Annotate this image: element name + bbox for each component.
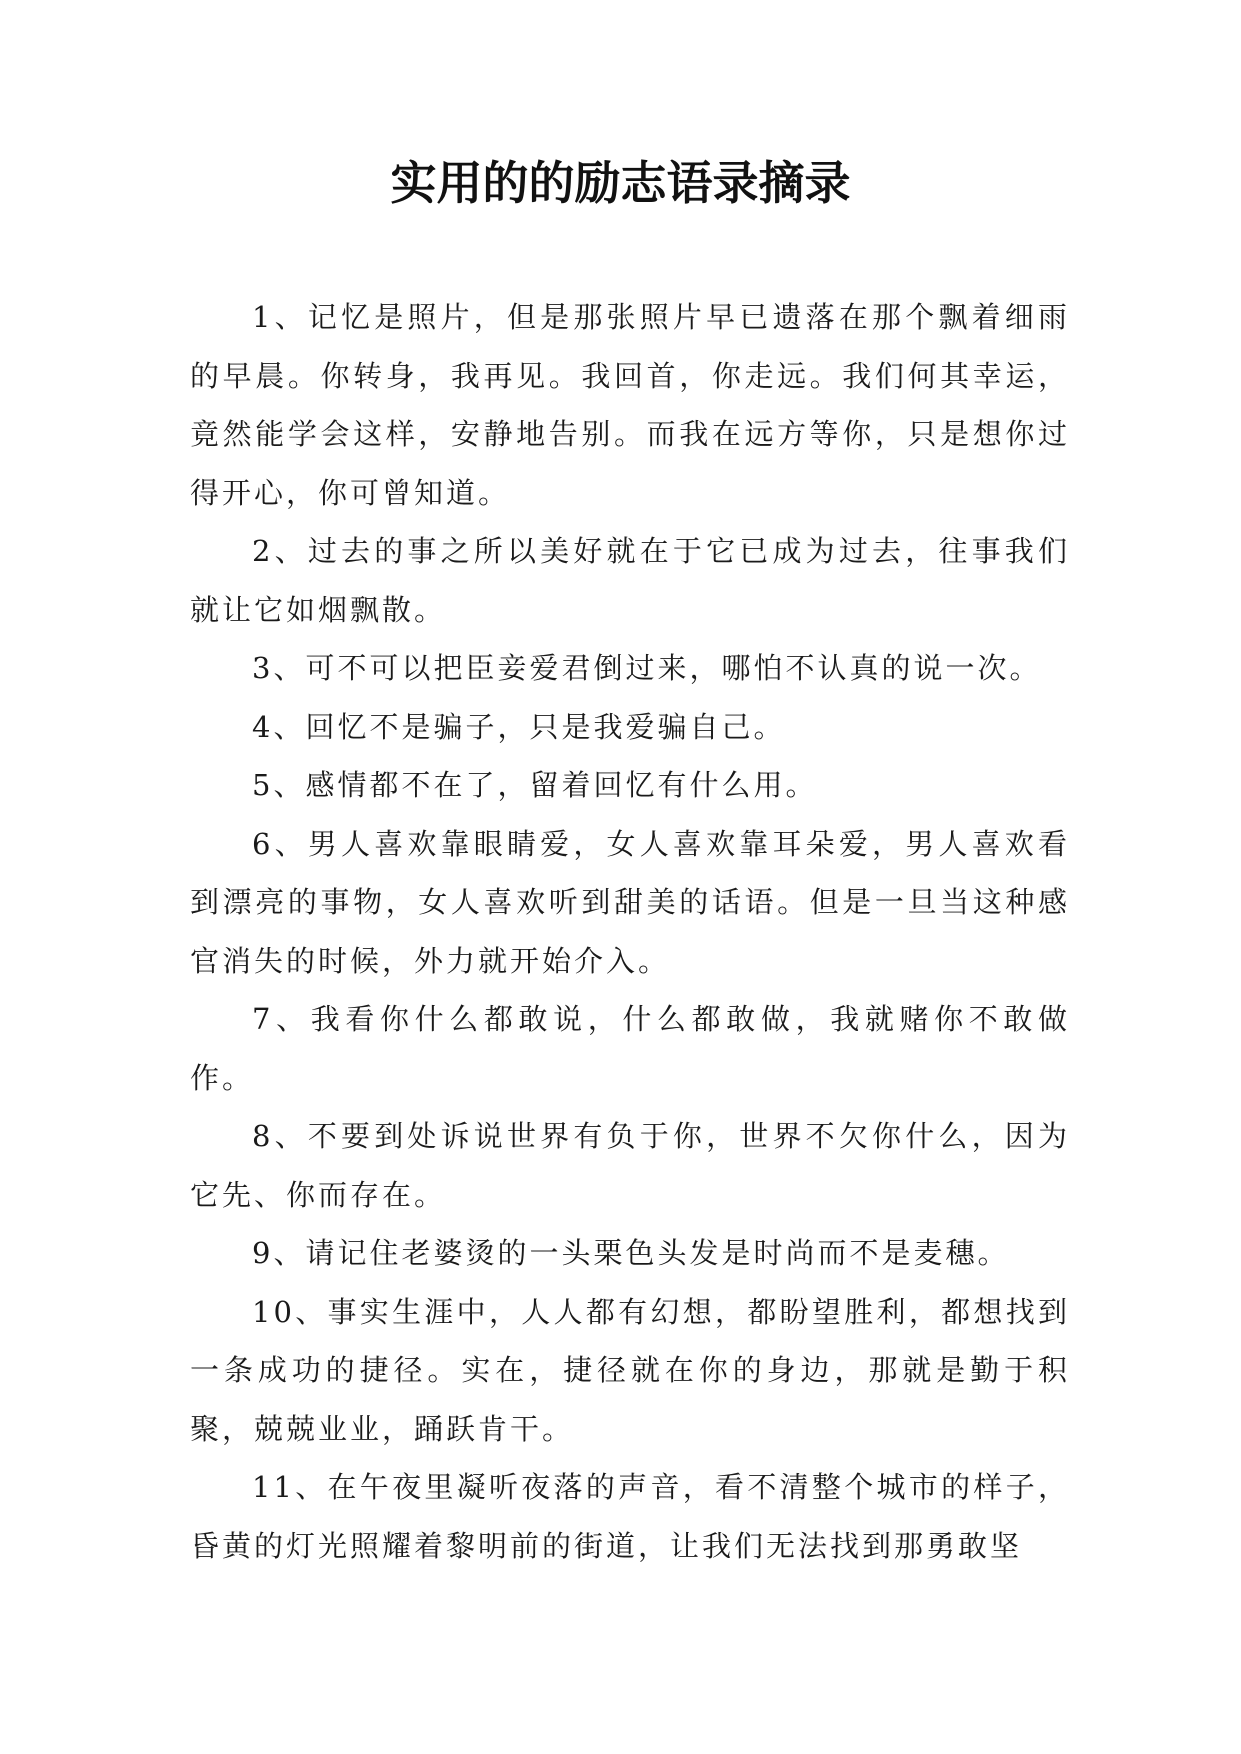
paragraph-4: 4、回忆不是骗子，只是我爱骗自己。 [252, 709, 786, 744]
paragraph-11: 11、在午夜里凝听夜落的声音，看不清整个城市的样子，昏黄的灯光照耀着黎明前的街道，让我们无法找到那勇敢坚 [190, 1470, 1070, 1563]
paragraph-2: 2、过去的事之所以美好就在于它已成为过去，往事我们就让它如烟飘散。 [190, 534, 1070, 627]
paragraph-6: 6、男人喜欢靠眼睛爱，女人喜欢靠耳朵爱，男人喜欢看到漂亮的事物，女人喜欢听到甜美的话语。但是一旦当这种感官消失的时候，外力就开始介入。 [190, 826, 1070, 978]
paragraph-7: 7、我看你什么都敢说，什么都敢做，我就赌你不敢做作。 [190, 1002, 1070, 1095]
paragraph-3: 3、可不可以把臣妾爱君倒过来，哪怕不认真的说一次。 [252, 651, 1042, 685]
paragraph-1: 1、记忆是照片，但是那张照片早已遗落在那个飘着细雨的早晨。你转身，我再见。我回首，你走远。我们何其幸运，竟然能学会这样，安静地告别。而我在远方等你，只是想你过得开心，你可曾知道。 [190, 300, 1070, 510]
paragraph-5: 5、感情都不在了，留着回忆有什么用。 [252, 768, 818, 802]
paragraph-8: 8、不要到处诉说世界有负于你，世界不欠你什么，因为它先、你而存在。 [190, 1119, 1070, 1212]
paragraph-9: 9、请记住老婆烫的一头栗色头发是时尚而不是麦穗。 [252, 1236, 1010, 1270]
paragraph-10: 10、事实生涯中，人人都有幻想，都盼望胜利，都想找到一条成功的捷径。实在，捷径就在你的身边，那就是勤于积聚，兢兢业业，踊跃肯干。 [190, 1294, 1070, 1446]
document-title: 实用的的励志语录摘录 [390, 156, 851, 210]
document-body [190, 288, 1070, 1575]
